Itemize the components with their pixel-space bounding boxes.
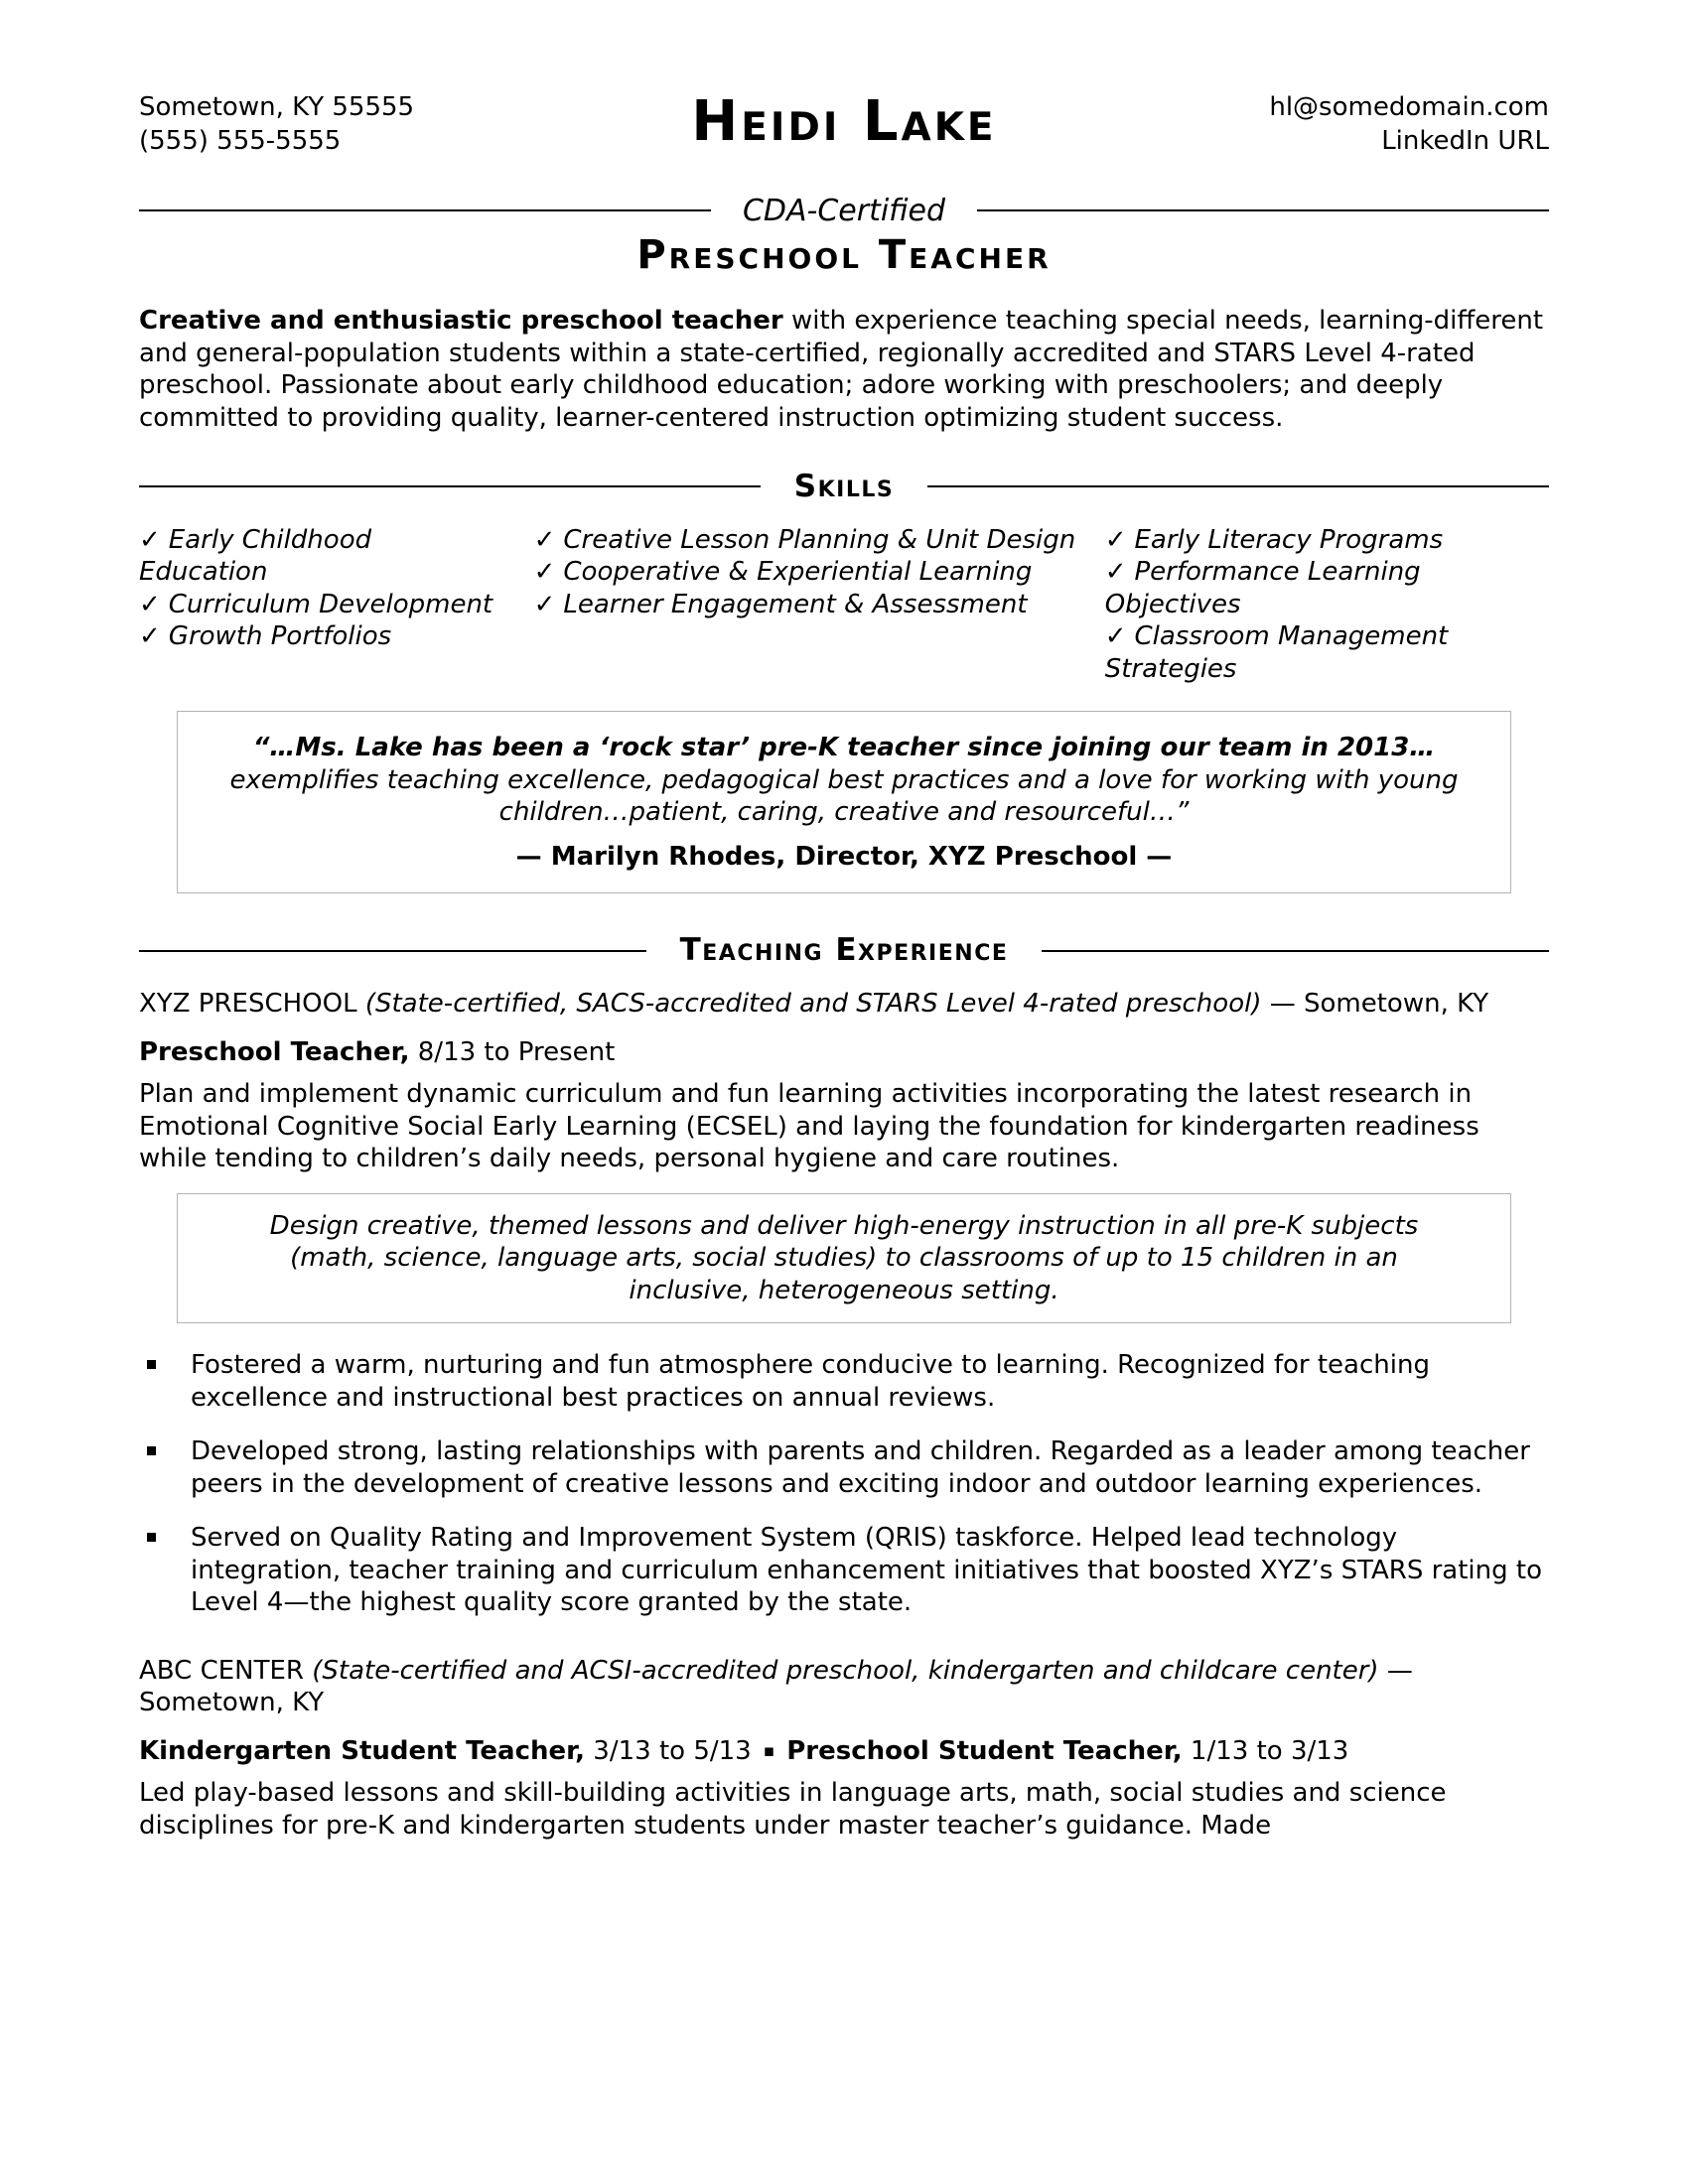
candidate-name: Heidi Lake xyxy=(691,89,997,154)
skill-label: Performance Learning Objectives xyxy=(1104,557,1421,619)
skill-label: Cooperative & Experiential Learning xyxy=(563,557,1033,588)
skill-label: Classroom Management Strategies xyxy=(1104,621,1449,684)
job-dates: 1/13 to 3/13 xyxy=(1182,1735,1349,1766)
skill-item xyxy=(1105,524,1523,557)
job-xyz-preschool xyxy=(139,988,1549,1619)
contact-left xyxy=(139,91,671,159)
skill-label: Early Childhood Education xyxy=(139,524,372,588)
check-icon: ✓ xyxy=(533,589,556,619)
job-description: Led play-based lessons and skill-building activities in language arts, math, social studies and science disciplines for pre-K and kindergarten students under master teacher’s guidance. Made xyxy=(139,1778,1447,1841)
square-bullet-icon xyxy=(147,1360,156,1369)
achievement-list xyxy=(139,1349,1549,1619)
job-description: Plan and implement dynamic curriculum and fun learning activities incorporating the latest research in Emotional Cognitive Social Early Learning (ECSEL) and laying the foundation for kindergarten readiness while tending to children’s daily needs, personal hygiene and care routines. xyxy=(139,1079,1479,1174)
certification-heading xyxy=(139,193,1549,230)
square-bullet-icon xyxy=(147,1446,156,1455)
skill-item xyxy=(534,556,1079,589)
bullet-text: Developed strong, lasting relationships with parents and children. Regarded as a leader among teacher peers in the development of creative lessons and exciting indoor and outdoor learning experiences. xyxy=(191,1436,1530,1499)
list-item xyxy=(139,1522,1549,1619)
skill-item xyxy=(139,589,508,621)
bullet-text: Fostered a warm, nurturing and fun atmosphere conducive to learning. Recognized for teaching excellence and instructional best practices on annual reviews. xyxy=(191,1350,1430,1413)
skill-label: Learner Engagement & Assessment xyxy=(563,589,1028,619)
employer-name: ABC CENTER xyxy=(139,1655,304,1686)
job-abc-center xyxy=(139,1655,1549,1843)
divider-line xyxy=(139,209,711,211)
role-line xyxy=(139,1036,1549,1069)
check-icon: ✓ xyxy=(1104,524,1127,555)
divider-line xyxy=(977,209,1549,211)
job-dates: 3/13 to 5/13 xyxy=(585,1735,752,1766)
summary-lead: Creative and enthusiastic preschool teacher xyxy=(139,306,783,337)
check-icon: ✓ xyxy=(533,557,556,588)
divider-line xyxy=(1042,950,1549,952)
address: Sometown, KY 55555 xyxy=(139,92,415,122)
check-icon: ✓ xyxy=(139,589,161,619)
summary-paragraph xyxy=(139,305,1549,434)
highlight-box xyxy=(177,1193,1511,1324)
skill-label: Growth Portfolios xyxy=(168,621,392,652)
bullet-text: Served on Quality Rating and Improvement System (QRIS) taskforce. Helped lead technology integration, teacher training and curriculum enhancement initiatives that boosted XYZ’s STARS rating to Level 4—the highest quality score granted by the state. xyxy=(191,1523,1543,1618)
divider-line xyxy=(139,485,761,487)
email: hl@somedomain.com xyxy=(1269,92,1549,122)
highlight-text: Design creative, themed lessons and deliver high-energy instruction in all pre-K subjects (math, science, language arts, social studies) to classrooms of up to 15 children in an inclusive, heterogeneous setting. xyxy=(269,1210,1419,1305)
skills-heading-label: Skills xyxy=(793,469,895,505)
quote-line-2: exemplifies teaching excellence, pedagogical best practices and a love for working with young children…patient, caring, creative and resourceful…” xyxy=(229,764,1459,828)
experience-section-heading xyxy=(139,931,1549,970)
skill-item xyxy=(1105,620,1523,685)
skill-label: Curriculum Development xyxy=(168,589,493,619)
employer-line xyxy=(139,1655,1549,1719)
square-bullet-icon xyxy=(147,1533,156,1542)
job-dates: 8/13 to Present xyxy=(409,1036,616,1067)
employer-location: — Sometown, KY xyxy=(1261,989,1489,1020)
employer-name: XYZ PRESCHOOL xyxy=(139,989,357,1020)
check-icon: ✓ xyxy=(533,524,556,555)
quote-line-1: “…Ms. Lake has been a ‘rock star’ pre-K teacher since joining our team in 2013… xyxy=(252,733,1436,763)
skill-item xyxy=(534,589,1079,621)
employer-detail: (State-certified and ACSI-accredited preschool, kindergarten and childcare center) xyxy=(304,1655,1379,1686)
divider-line xyxy=(139,950,646,952)
contact-right xyxy=(1017,91,1549,159)
experience-heading-label: Teaching Experience xyxy=(679,932,1009,969)
skill-item xyxy=(534,524,1079,557)
divider-line xyxy=(927,485,1549,487)
skills-column-3 xyxy=(1105,524,1549,686)
check-icon: ✓ xyxy=(1104,621,1127,652)
employer-detail: (State-certified, SACS-accredited and STARS Level 4-rated preschool) xyxy=(356,989,1262,1020)
page-title: Preschool Teacher xyxy=(636,232,1052,279)
job-title: Preschool Student Teacher, xyxy=(786,1735,1183,1766)
certification-label: CDA-Certified xyxy=(742,193,946,228)
skill-item xyxy=(1105,556,1523,620)
check-icon: ✓ xyxy=(139,524,161,555)
skill-item xyxy=(139,620,508,653)
skills-column-2 xyxy=(534,524,1105,686)
skill-label: Creative Lesson Planning & Unit Design xyxy=(563,524,1076,555)
linkedin-url: LinkedIn URL xyxy=(1381,125,1549,156)
list-item xyxy=(139,1349,1549,1414)
header xyxy=(139,91,1549,159)
skills-column-1 xyxy=(139,524,534,686)
testimonial-quote-box xyxy=(177,711,1511,893)
skill-label: Early Literacy Programs xyxy=(1134,524,1444,555)
employer-line xyxy=(139,988,1549,1021)
quote-attribution: — Marilyn Rhodes, Director, XYZ Preschool — xyxy=(515,841,1173,872)
check-icon: ✓ xyxy=(139,621,161,652)
check-icon: ✓ xyxy=(1104,557,1127,588)
skills-section-heading xyxy=(139,468,1549,506)
phone: (555) 555-5555 xyxy=(139,125,342,156)
job-title: Kindergarten Student Teacher, xyxy=(139,1735,586,1766)
employer-location: — Sometown, KY xyxy=(139,1655,1413,1718)
job-title: Preschool Teacher, xyxy=(139,1036,410,1067)
separator-square-icon: ▪ xyxy=(763,1740,775,1761)
list-item xyxy=(139,1435,1549,1500)
skills-grid xyxy=(139,524,1549,686)
summary-rest: with experience teaching special needs, learning-different and general-population students within a state-certified, regionally accredited and STARS Level 4-rated preschool. Passionate about early childhood education; adore working with preschoolers; and deeply committed to providing quality, learner-centered instruction optimizing student success. xyxy=(139,306,1544,433)
role-line xyxy=(139,1735,1549,1768)
skill-item xyxy=(139,524,508,589)
